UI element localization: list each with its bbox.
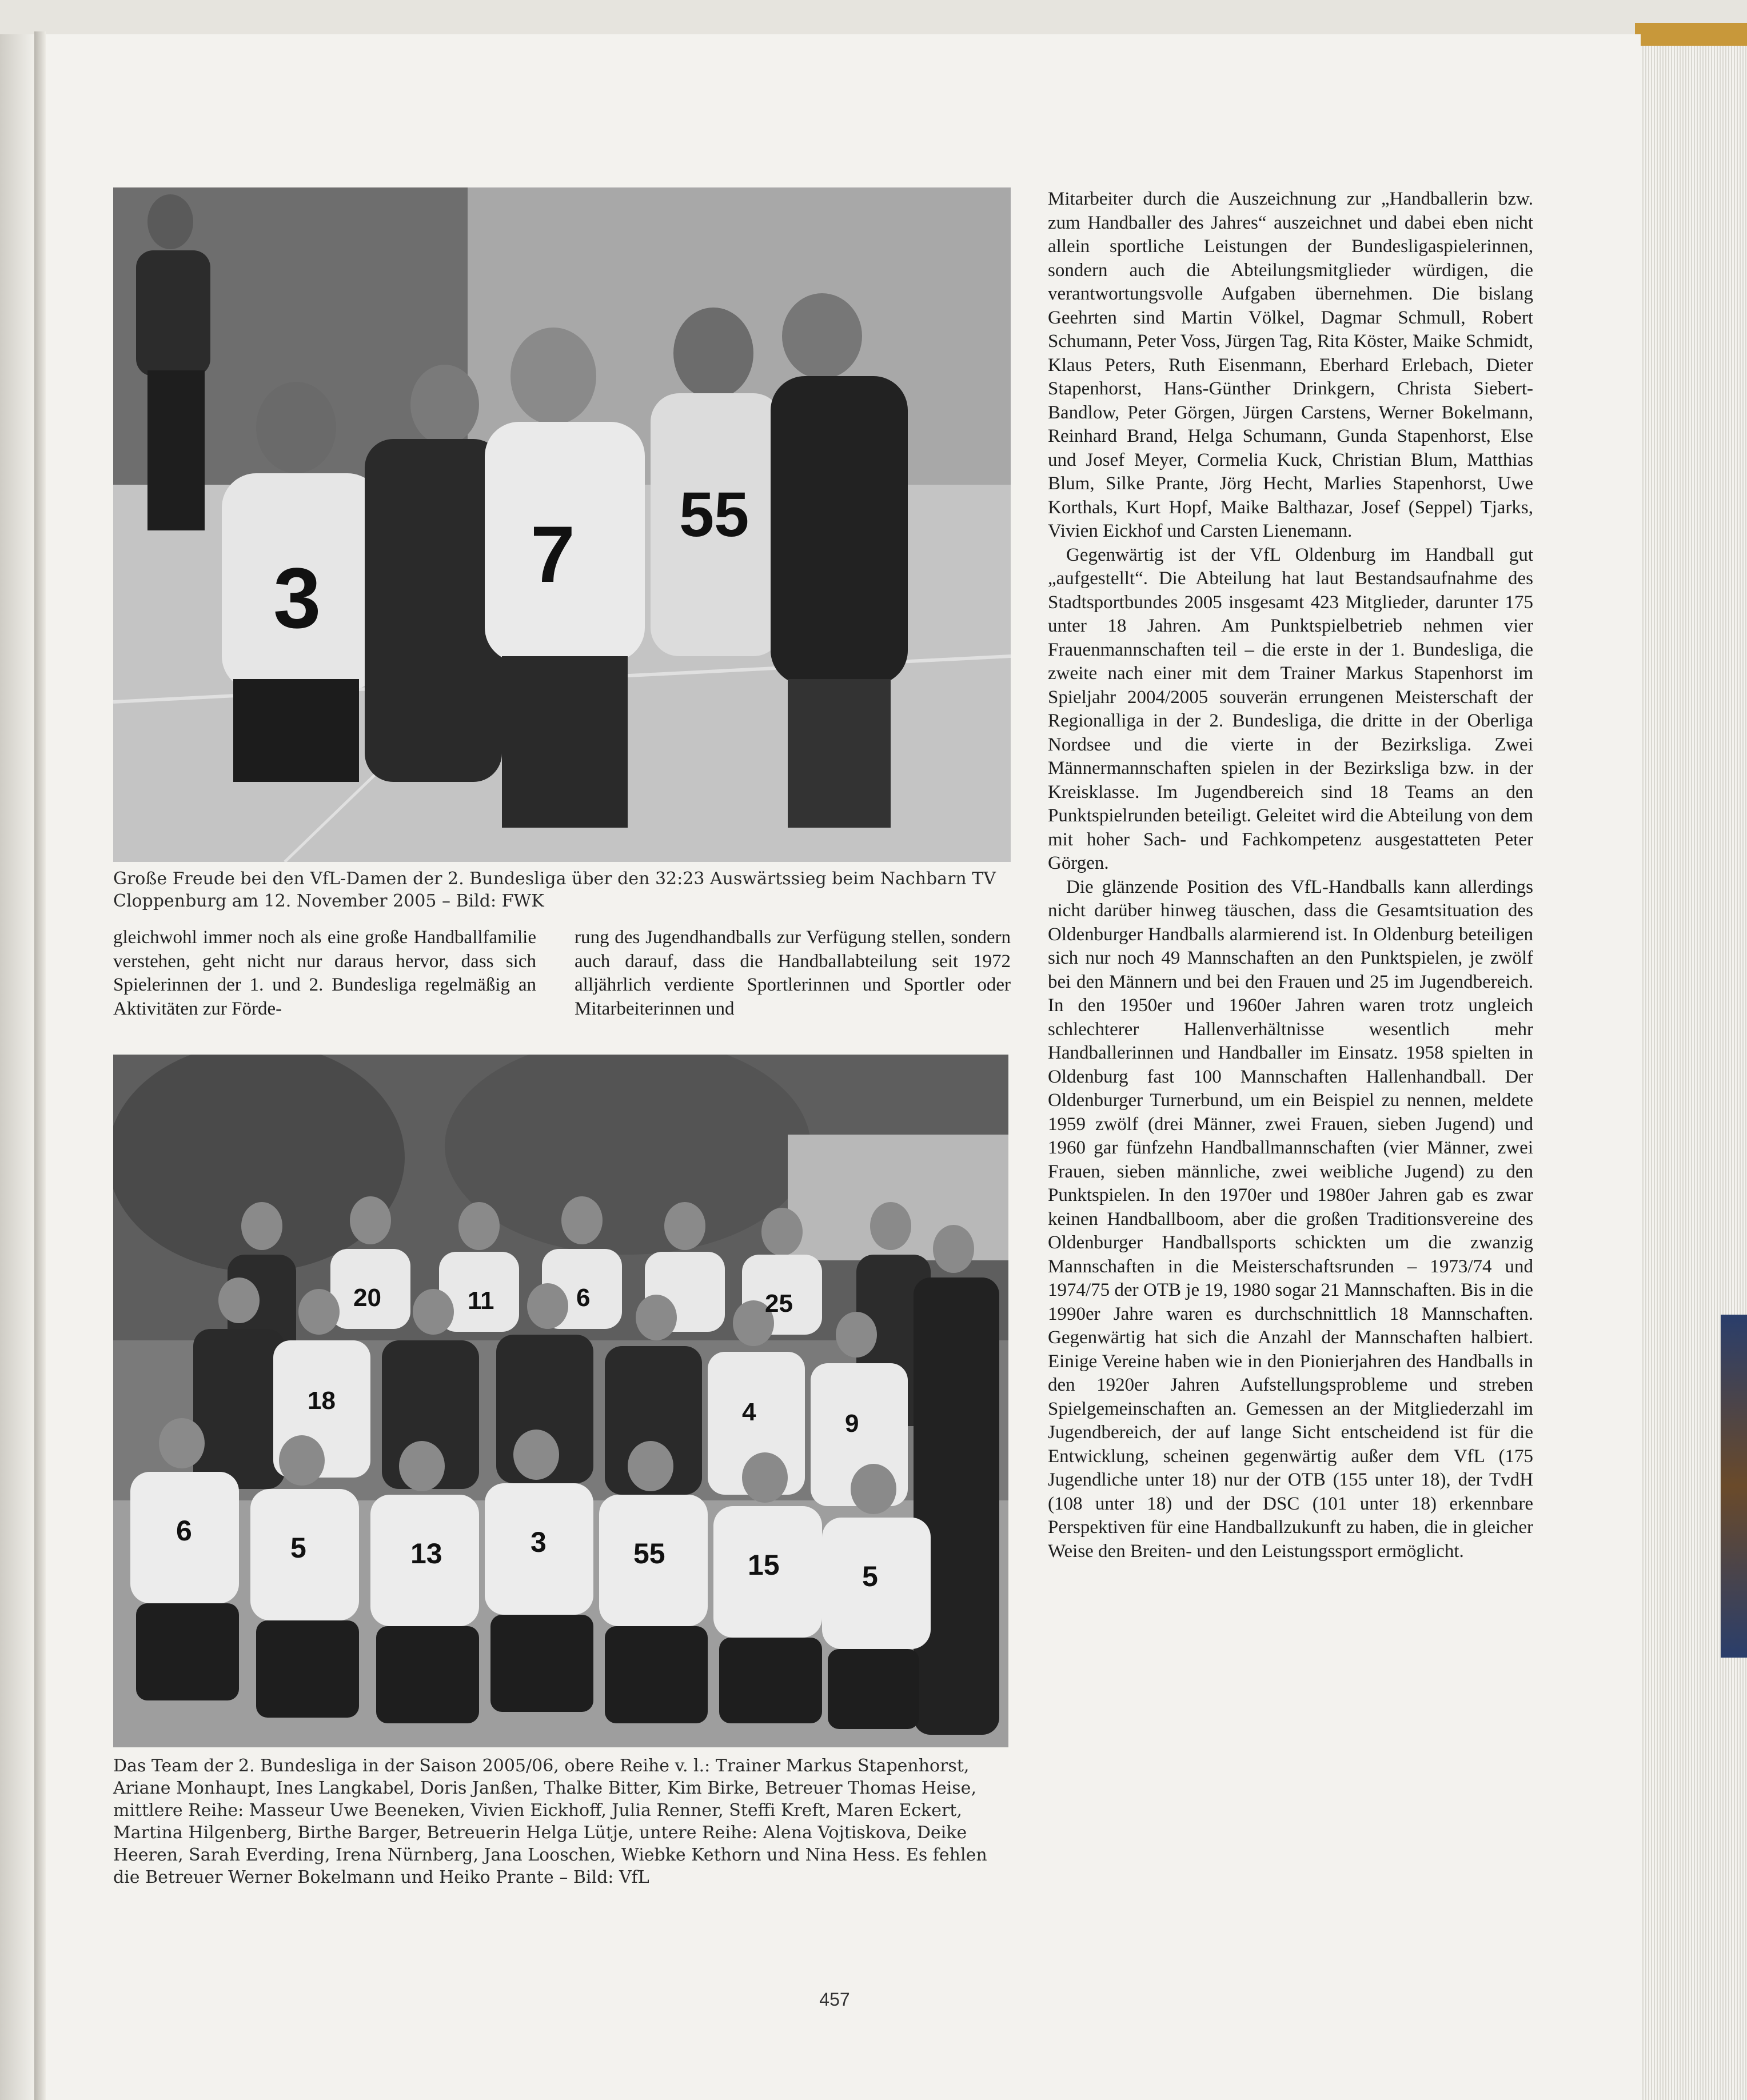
jersey-number: 25 bbox=[765, 1289, 793, 1318]
jersey-number: 18 bbox=[308, 1387, 336, 1415]
paragraph: gleichwohl immer noch als eine große Handballfamilie verstehen, geht nicht nur daraus hervor, dass sich Spielerinnen der 1. und 2. Bundesliga regelmäßig an Aktivitäten zur Förde- bbox=[113, 927, 536, 1019]
jersey-number: 6 bbox=[176, 1515, 192, 1547]
page-number: 457 bbox=[819, 1989, 850, 2010]
book-cover-edge bbox=[1635, 23, 1747, 46]
jersey-number: 3 bbox=[273, 550, 321, 646]
left-page-edge bbox=[0, 34, 34, 2100]
jersey-number: 15 bbox=[748, 1549, 780, 1581]
jersey-number: 55 bbox=[633, 1538, 665, 1570]
book-page bbox=[46, 34, 1641, 2100]
paragraph: Mitarbeiter durch die Auszeichnung zur „Handballerin bzw. zum Handballer des Jahres“ auszeichnet und dabei eben nicht allein sportliche Leistungen der Bundesligaspielerinnen, sondern auch die Abteilungsmitglieder würdigen, die verantwortungsvolle Aufgaben übernehmen. Die bislang Geehrten sind Martin Völkel, Dagmar Schmull, Robert Schumann, Peter Voss, Jürgen Tag, Rita Köster, Maike Schmidt, Klaus Peters, Ruth Eisenmann, Eberhard Erlebach, Dieter Stapenhorst, Hans-Günther Drinkgern, Christa Siebert-Bandlow, Peter Görgen, Jürgen Carstens, Werner Bokelmann, Reinhard Brand, Helga Schumann, Gunda Stapenhorst, Else und Josef Meyer, Cormelia Kuck, Christian Blum, Matthias Blum, Silke Prante, Jörg Hecht, Marlies Stapenhorst, Uwe Korthals, Kurt Hopf, Maike Balthazar, Josef (Seppel) Tjarks, Vivien Eickhof und Carsten Lienemann. bbox=[1048, 189, 1533, 541]
jersey-number: 7 bbox=[531, 509, 575, 599]
book-cover-strip bbox=[1721, 1315, 1747, 1658]
paragraph: rung des Jugendhandballs zur Verfügung stellen, sondern auch darauf, dass die Handballabteilung seit 1972 alljährlich verdiente Sportlerinnen und Sportler oder Mitarbeiterinnen und bbox=[575, 927, 1011, 1019]
page-stack-edges bbox=[1635, 46, 1747, 2100]
celebration-photo bbox=[113, 187, 1011, 862]
team-photo bbox=[113, 1055, 1008, 1747]
jersey-number: 9 bbox=[845, 1410, 859, 1438]
book-gutter bbox=[34, 31, 46, 2100]
jersey-number: 55 bbox=[679, 480, 749, 550]
jersey-number: 20 bbox=[353, 1284, 381, 1312]
jersey-number: 13 bbox=[410, 1538, 442, 1570]
photo-caption-1: Große Freude bei den VfL-Damen der 2. Bundesliga über den 32:23 Auswärtssieg beim Nachbarn TV Cloppenburg am 12. November 2005 – Bild: FWK bbox=[113, 869, 996, 911]
text-column-right bbox=[1048, 187, 1533, 1563]
paragraph: Die glänzende Position des VfL-Handballs kann allerdings nicht darüber hinweg täuschen, dass die Gesamtsituation des Oldenburger Handballs alarmierend ist. In Oldenburg beteiligen sich nur noch 49 Mannschaften an den Punktspielen, je zwölf bei den Männern und bei den Frauen und 25 im Jugendbereich. In den 1950er und 1960er Jahren waren trotz ungleich schlechterer Hallenverhältnisse wesentlich mehr Handballerinnen und Handballer im Einsatz. 1958 spielten in Oldenburg fast 100 Mannschaften Hallenhandball. Der Oldenburger Turnerbund, um ein Beispiel zu nennen, meldete 1959 zwölf (drei Männer, zwei Frauen, sieben Jugend) und 1960 gar fünfzehn Handballmannschaften (vier Männer, zwei Frauen, sieben männliche, zwei weibliche Jugend) zu den Punktspielen. In den 1970er und 1980er Jahren gab es zwar keinen Handballboom, aber die großen Traditionsvereine des Oldenburger Handballsports schickten um die zwanzig Mannschaften in die Meisterschaftsrunden – 1973/74 und 1974/75 der OTB je 19, 1980 sogar 21 Mannschaften. Bis in die 1990er Jahre waren es durchschnittlich 18 Mannschaften. Gegenwärtig hat sich die Anzahl der Mannschaften halbiert. Einige Vereine haben wie in den Pionierjahren des Handballs in den 1920er Jahren Aufstellungsprobleme und streben Spielgemeinschaften an. Gemessen an der Mitgliederzahl im Jugendbereich, der auf lange Sicht entscheidend ist für die Entwicklung, scheinen gegenwärtig außer dem VfL (175 Jugendliche unter 18) nur der OTB (155 unter 18), der TvdH (108 unter 18) und der DSC (101 unter 18) erkennbare Perspektiven für eine Handballzukunft zu haben, die in gleicher Weise den Breiten- und den Leistungssport ermöglicht. bbox=[1048, 876, 1533, 1562]
text-column-a bbox=[113, 926, 536, 1021]
jersey-number: 3 bbox=[531, 1526, 547, 1558]
jersey-number: 5 bbox=[862, 1560, 878, 1592]
photo-caption-2: Das Team der 2. Bundesliga in der Saison 2005/06, obere Reihe v. l.: Trainer Markus Stapenhorst, Ariane Monhaupt, Ines Langkabel, Doris Janßen, Thalke Bitter, Kim Birke, Betreuer Thomas Heise, mittlere Reihe: Masseur Uwe Beeneken, Vivien Eickhoff, Julia Renner, Steffi Kreft, Maren Eckert, Martina Hilgenberg, Birthe Barger, Betreuerin Helga Lütje, untere Reihe: Alena Vojtiskova, Deike Heeren, Sarah Everding, Irena Nürnberg, Jana Looschen, Wiebke Kethorn und Nina Hess. Es fehlen die Betreuer Werner Bokelmann und Heiko Prante – Bild: VfL bbox=[113, 1756, 987, 1887]
jersey-number: 11 bbox=[468, 1287, 494, 1315]
jersey-number: 5 bbox=[290, 1532, 306, 1564]
jersey-number: 4 bbox=[742, 1398, 756, 1426]
jersey-number: 6 bbox=[576, 1284, 591, 1312]
text-column-b bbox=[575, 926, 1011, 1021]
paragraph: Gegenwärtig ist der VfL Oldenburg im Handball gut „aufgestellt“. Die Abteilung hat laut Bestandsaufnahme des Stadtsportbundes 2005 insgesamt 423 Mitglieder, darunter 175 unter 18 Jahren. Am Punktspielbetrieb nehmen vier Frauenmannschaften teil – die erste in der 1. Bundesliga, die zweite nach einer mit dem Trainer Markus Stapenhorst im Spieljahr 2004/2005 souverän errungenen Meisterschaft der Regionalliga in der 2. Bundesliga, die dritte in der Oberliga Nordsee und die vierte in der Bezirksliga. Zwei Männermannschaften spielen in der Bezirksliga bzw. in der Kreisklasse. Im Jugendbereich sind 18 Teams an den Punktspielrunden beteiligt. Geleitet wird die Abteilung von dem mit hoher Sach- und Fachkompetenz ausgestatteten Peter Görgen. bbox=[1048, 544, 1533, 873]
